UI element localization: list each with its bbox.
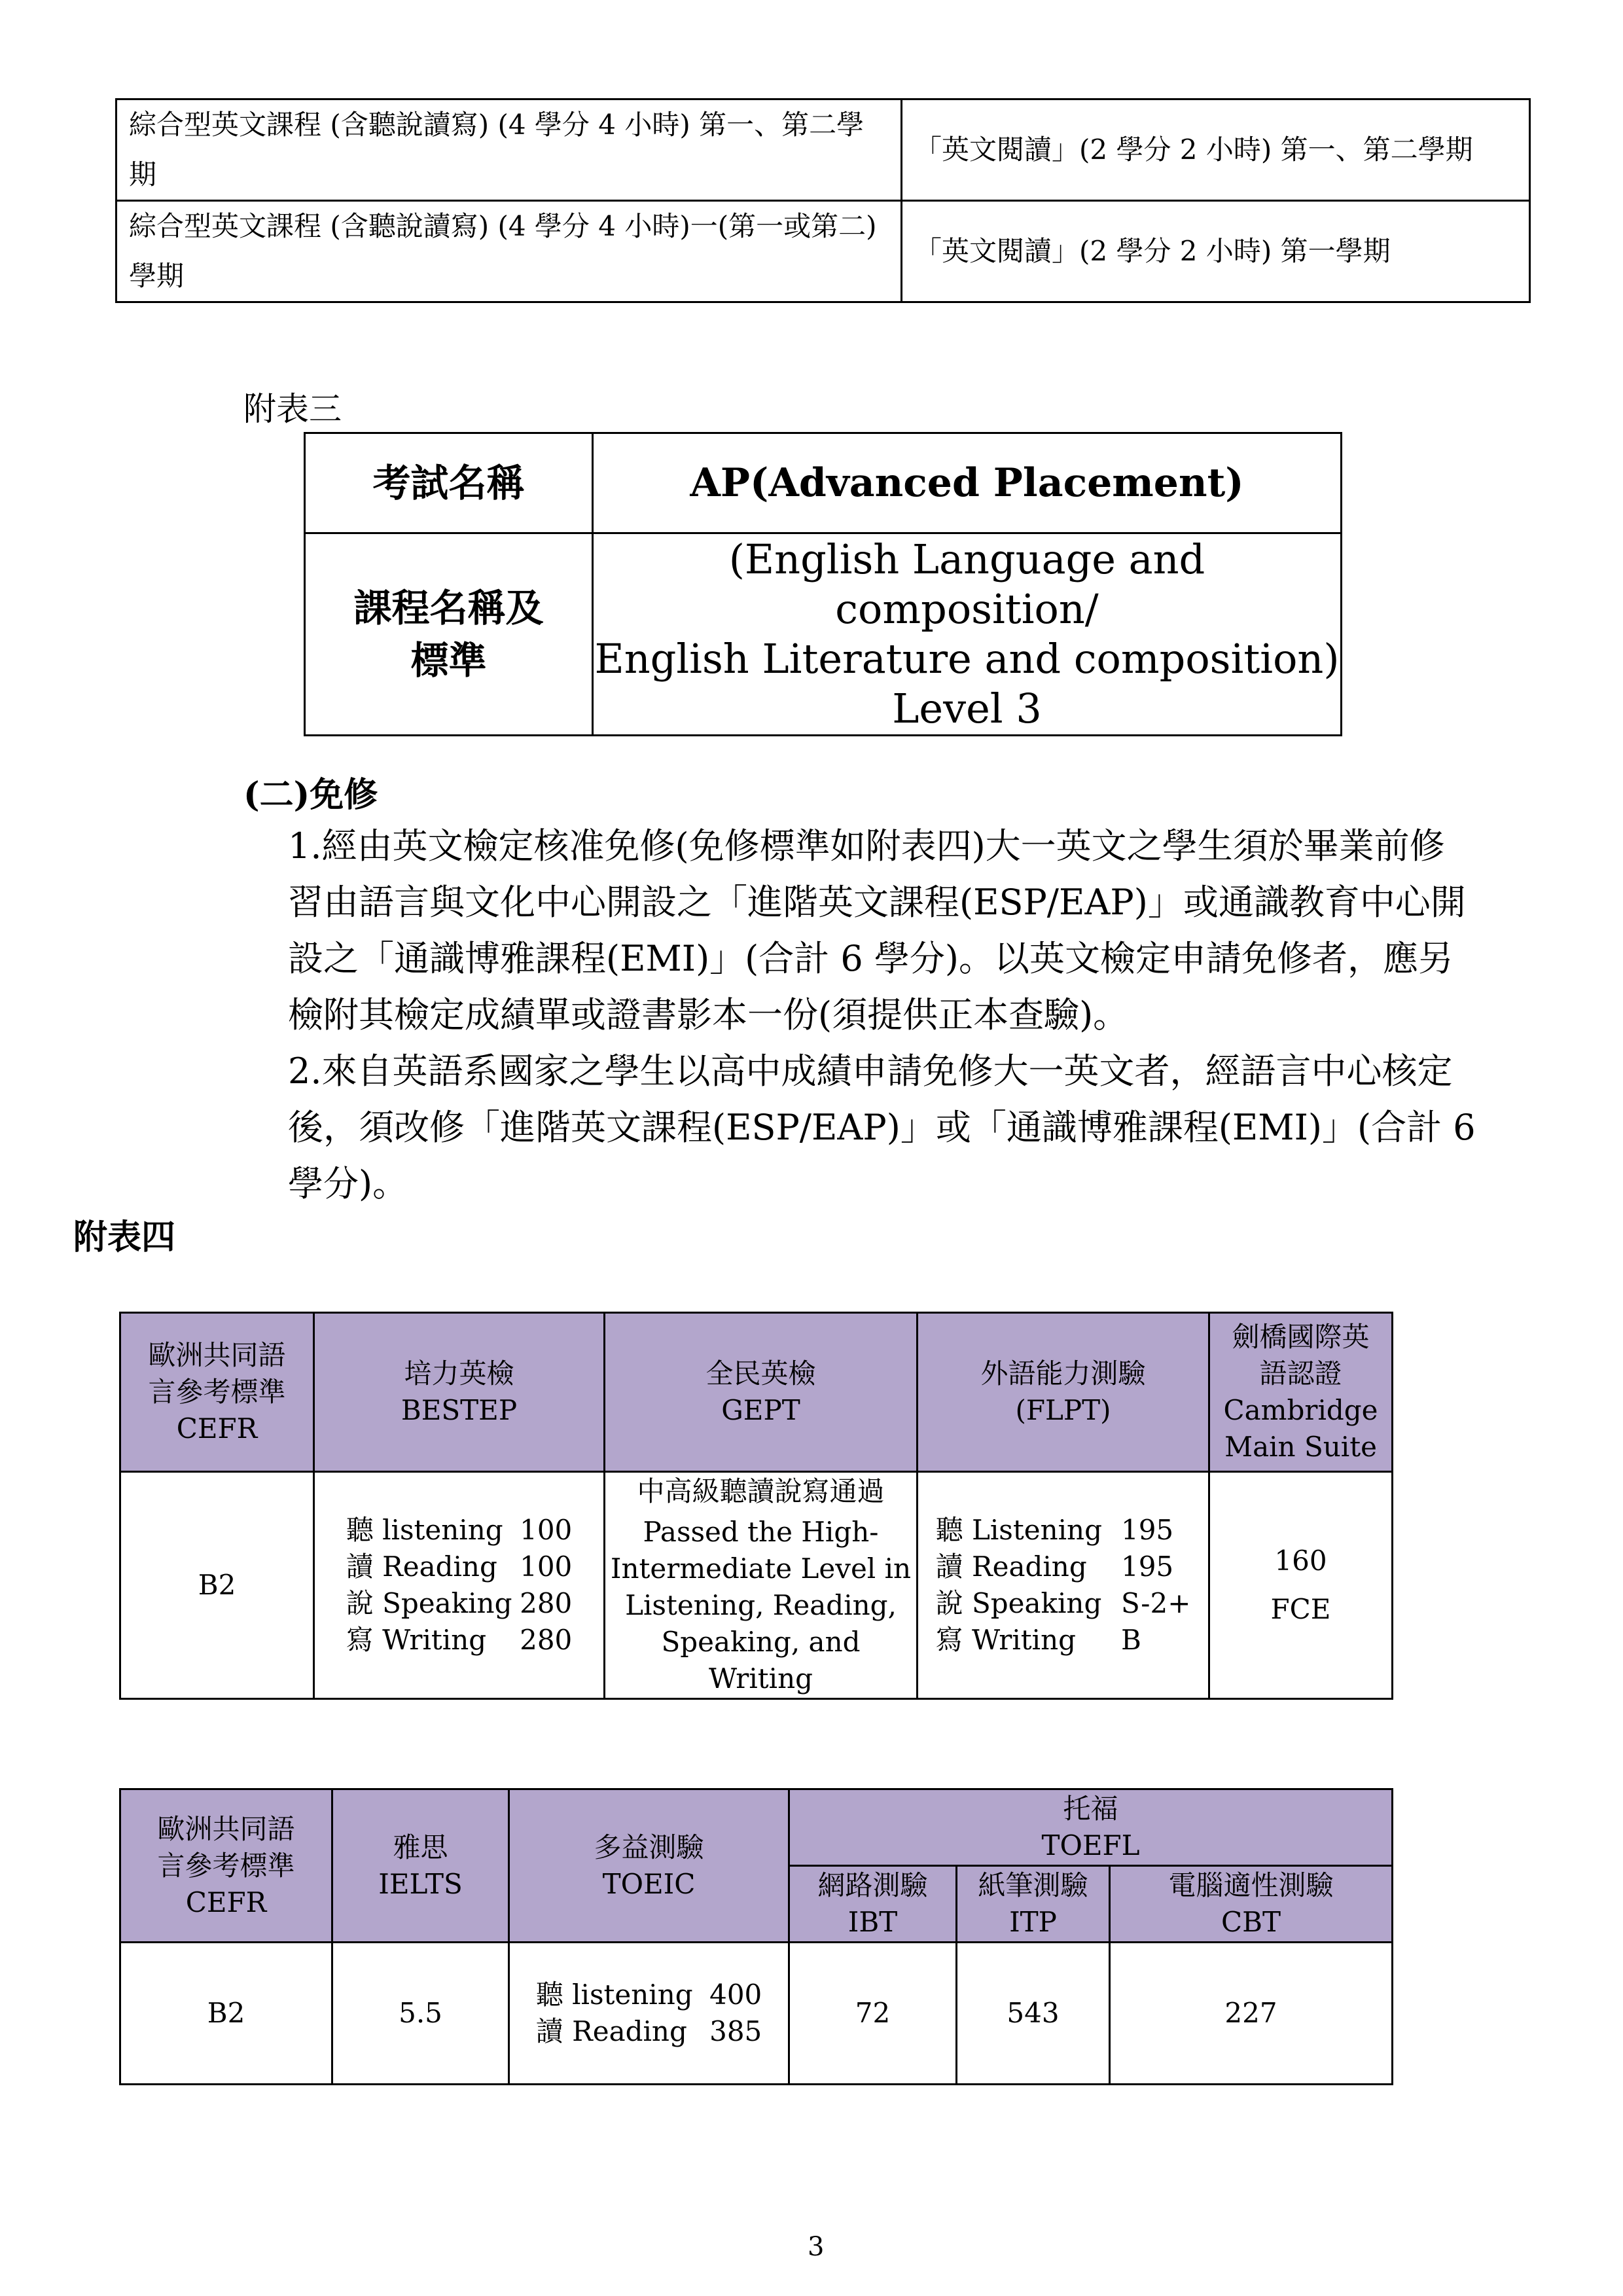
table-row	[120, 1943, 1393, 2085]
table-header-row	[120, 1313, 1393, 1472]
cefr-comparison-table-2	[119, 1788, 1393, 2085]
score-line	[346, 1622, 573, 1659]
skill-score: B	[1120, 1624, 1141, 1656]
header-ibt	[789, 1866, 957, 1943]
skill-zh: 讀	[346, 1551, 374, 1583]
header-text: IELTS	[378, 1867, 463, 1900]
table-row	[305, 533, 1342, 736]
appendix4-title: 附表四	[73, 1217, 176, 1257]
header-cefr	[120, 1313, 314, 1472]
exemption-paragraph-2: 2.來自英語系國家之學生以高中成績申請免修大一英文者，經語言中心核定後，須改修「進階英文課程(ESP/EAP)」或「通識博雅課程(EMI)」(合計 6 學分)。	[288, 1050, 1476, 1204]
header-text: 電腦適性測驗	[1168, 1869, 1334, 1901]
table-cell: 「英文閱讀」(2 學分 2 小時) 第一學期	[902, 201, 1530, 302]
header-ielts	[332, 1789, 509, 1943]
skill-label: Reading	[572, 2015, 687, 2047]
header-text: GEPT	[721, 1394, 800, 1426]
skill-zh: 寫	[935, 1624, 963, 1656]
skill-score: 385	[709, 2015, 762, 2047]
header-text: TOEIC	[602, 1867, 696, 1900]
header-text: 劍橋國際英語認證	[1232, 1321, 1370, 1390]
header-gept	[605, 1313, 918, 1472]
gept-en: Listening, Reading,	[625, 1589, 897, 1621]
header-text: (FLPT)	[1015, 1394, 1111, 1426]
table-header-row	[120, 1789, 1393, 1866]
header-text: 雅思	[393, 1831, 448, 1863]
score-line	[936, 1585, 1191, 1622]
table-row	[120, 1472, 1393, 1699]
gept-en: Intermediate Level in	[610, 1552, 912, 1585]
flpt-scores	[918, 1472, 1209, 1699]
cefr-level: B2	[120, 1472, 314, 1699]
gept-zh: 中高級聽讀說寫通過	[637, 1475, 885, 1507]
skill-zh: 讀	[935, 1551, 963, 1583]
ap-table	[304, 432, 1342, 736]
header-text: BESTEP	[401, 1394, 518, 1426]
score-line	[346, 1512, 573, 1549]
skill-label: Listening	[971, 1514, 1102, 1546]
skill-label: Writing	[971, 1624, 1077, 1656]
header-text: 外語能力測驗	[980, 1357, 1146, 1390]
score-line	[936, 1512, 1191, 1549]
header-itp	[957, 1866, 1110, 1943]
score-list	[346, 1512, 573, 1659]
header-cbt	[1110, 1866, 1393, 1943]
skill-score: 100	[520, 1514, 573, 1546]
skill-score: 400	[709, 1979, 762, 2011]
skill-label: Reading	[971, 1551, 1087, 1583]
bestep-scores	[314, 1472, 605, 1699]
skill-zh: 聽	[535, 1979, 563, 2011]
score-line	[346, 1549, 573, 1585]
header-text: 培力英檢	[404, 1357, 514, 1390]
header-text: CEFR	[176, 1412, 258, 1444]
toefl-ibt-score: 72	[789, 1943, 957, 2085]
skill-label: Speaking	[382, 1587, 512, 1619]
header-text: 多益測驗	[594, 1831, 704, 1863]
skill-label: listening	[572, 1979, 693, 2011]
header-text: CBT	[1221, 1906, 1281, 1938]
score-line	[536, 1977, 762, 2013]
ielts-score: 5.5	[332, 1943, 509, 2085]
score-list	[936, 1512, 1191, 1659]
table-row	[116, 99, 1530, 201]
header-cefr	[120, 1789, 332, 1943]
skill-score: 280	[520, 1624, 573, 1656]
table-cell: 「英文閱讀」(2 學分 2 小時) 第一、第二學期	[902, 99, 1530, 201]
header-text: Main Suite	[1224, 1431, 1377, 1463]
skill-label: Speaking	[971, 1587, 1102, 1619]
skill-score: 195	[1120, 1514, 1174, 1546]
skill-zh: 讀	[535, 2015, 563, 2047]
header-flpt	[918, 1313, 1209, 1472]
skill-zh: 聽	[346, 1514, 374, 1546]
score-line	[936, 1622, 1191, 1659]
skill-zh: 聽	[935, 1514, 963, 1546]
exemption-paragraph-1: 1.經由英文檢定核准免修(免修標準如附表四)大一英文之學生須於畢業前修習由語言與文化中心開設之「進階英文課程(ESP/EAP)」或通識教育中心開設之「通識博雅課程(EMI)」(合計 6 學分)。以英文檢定申請免修者，應另檢附其檢定成績單或證書影本一份(須提供正本查驗)。	[288, 825, 1466, 1035]
toefl-itp-score: 543	[957, 1943, 1110, 2085]
header-text: 歐洲共同語言參考標準	[148, 1339, 286, 1408]
score-line	[346, 1585, 573, 1622]
header-text: ITP	[1009, 1906, 1057, 1938]
header-text: 全民英檢	[705, 1357, 816, 1390]
exam-name-value: AP(Advanced Placement)	[593, 433, 1342, 533]
toeic-scores	[509, 1943, 789, 2085]
course-standard	[593, 533, 1342, 736]
cambridge-requirement	[1209, 1472, 1393, 1699]
cefr-comparison-table-1	[119, 1312, 1393, 1700]
header-toefl	[789, 1789, 1393, 1866]
appendix3-title: 附表三	[243, 390, 342, 428]
table-row	[305, 433, 1342, 533]
skill-score: 100	[520, 1551, 573, 1583]
cambridge-score: 160	[1274, 1545, 1327, 1577]
header-text: 紙筆測驗	[978, 1869, 1088, 1901]
header-text: Cambridge	[1223, 1394, 1378, 1426]
skill-label: Reading	[382, 1551, 497, 1583]
table-cell: 綜合型英文課程 (含聽說讀寫) (4 學分 4 小時)一(第一或第二)學期	[116, 201, 902, 302]
course-table	[115, 98, 1531, 303]
course-line: English Literature and composition)	[594, 635, 1340, 683]
header-text: TOEFL	[1041, 1829, 1140, 1861]
skill-label: listening	[382, 1514, 503, 1546]
exemption-heading: (二)免修	[243, 775, 378, 815]
table-cell: 綜合型英文課程 (含聽說讀寫) (4 學分 4 小時) 第一、第二學期	[116, 99, 902, 201]
course-label: 課程名稱及標準	[305, 533, 593, 736]
gept-en: Passed the High-	[643, 1516, 879, 1548]
skill-score: 195	[1120, 1551, 1174, 1583]
table-row	[116, 201, 1530, 302]
page-number: 3	[808, 2232, 825, 2262]
header-text: CEFR	[185, 1886, 267, 1918]
header-text: 網路測驗	[817, 1869, 928, 1901]
header-toeic	[509, 1789, 789, 1943]
header-text: IBT	[847, 1906, 898, 1938]
skill-zh: 寫	[346, 1624, 374, 1656]
score-line	[936, 1549, 1191, 1585]
score-line	[536, 2013, 762, 2050]
gept-requirement	[605, 1472, 918, 1699]
skill-label: Writing	[382, 1624, 487, 1656]
skill-zh: 說	[346, 1587, 374, 1619]
header-cambridge	[1209, 1313, 1393, 1472]
header-bestep	[314, 1313, 605, 1472]
toefl-cbt-score: 227	[1110, 1943, 1393, 2085]
cefr-level: B2	[120, 1943, 332, 2085]
course-line: (English Language and composition/	[728, 535, 1205, 633]
gept-en: Speaking, and Writing	[661, 1626, 861, 1695]
course-line: Level 3	[892, 685, 1042, 732]
header-text: 托福	[1063, 1793, 1118, 1825]
score-list	[536, 1977, 762, 2050]
skill-score: S-2+	[1120, 1587, 1191, 1619]
cambridge-exam: FCE	[1270, 1593, 1331, 1625]
exam-name-label: 考試名稱	[305, 433, 593, 533]
skill-zh: 說	[935, 1587, 963, 1619]
skill-score: 280	[520, 1587, 573, 1619]
header-text: 歐洲共同語言參考標準	[157, 1812, 295, 1882]
